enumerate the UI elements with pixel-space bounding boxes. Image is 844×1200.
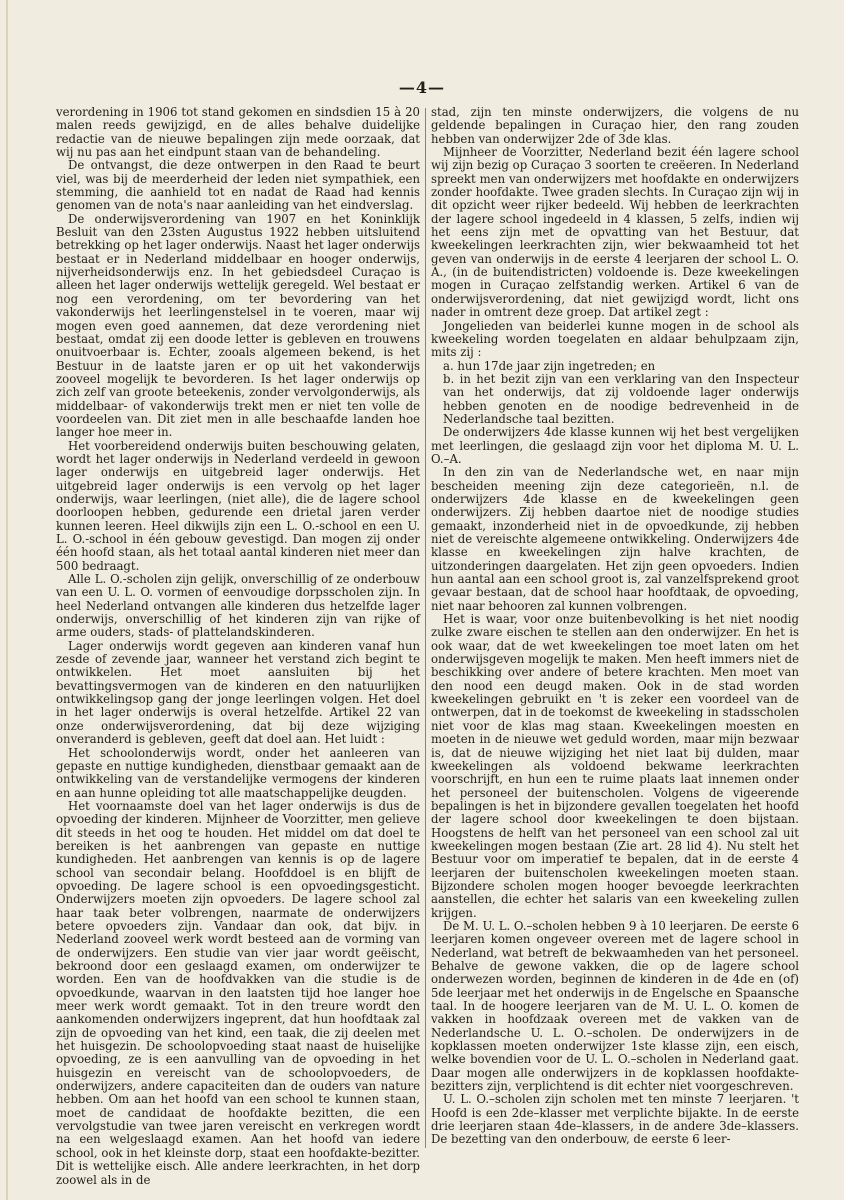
paragraph: stad, zijn ten minste onderwijzers, die volgens de nu geldende bepalingen in Curaçao hier, den rang zouden hebben van onderwijzer 2de of 3de klas. <box>431 105 799 146</box>
paragraph: U. L. O.–scholen zijn scholen met ten minste 7 leerjaren. 't Hoofd is een 2de–klasser met verplichte bijakte. In de eerste drie leerjaren staan 4de–klassers, in de andere 3de–klassers. De bezetting van den onderbouw, de eerste 6 leer- <box>431 1092 799 1147</box>
paragraph: In den zin van de Nederlandsche wet, en naar mijn bescheiden meening zijn deze categorieën, n.l. de onderwijzers 4de klasse en de kweekelingen geen onderwijzers. Zij hebben daartoe niet de noodige studies gemaakt, inzonderheid niet in de opvoedkunde, zij hebben niet de vereischte algemeene ontwikkeling. Onderwijzers 4de klasse en kweekelingen zijn halve krachten, de uitzonderingen daargelaten. Het zijn geen opvoeders. Indien hun aantal aan een school groot is, zal vanzelfsprekend groot gevaar bestaan, dat de school haar hoofdtaak, de opvoeding, niet naar behooren zal kunnen volbrengen. <box>431 465 799 613</box>
paragraph: Jongelieden van beiderlei kunne mogen in de school als kweekeling worden toegelaten en aldaar behulpzaam zijn, mits zij : <box>431 318 799 360</box>
paragraph: Lager onderwijs wordt gegeven aan kinderen vanaf hun zesde of zevende jaar, wanneer het verstand zich begint te ontwikkelen. Het moet aansluiten bij het bevattingsvermogen van de kinderen en den natuurlijken ontwikkelingsop gang der jonge leerlingen volgen. Het doel in het lager onderwijs is overal hetzelfde. Artikel 22 van onze onderwijsverordening, dat bij deze wijziging onveranderd is gebleven, geeft dat doel aan. Het luidt : <box>56 638 420 747</box>
paragraph: De onderwijzers 4de klasse kunnen wij het best vergelijken met leerlingen, die geslaagd zijn voor het diploma M. U. L. O.–A. <box>431 425 799 466</box>
page-number: —4— <box>398 78 446 97</box>
paragraph: Het schoolonderwijs wordt, onder het aanleeren van gepaste en nuttige kundigheden, dienstbaar gemaakt aan de ontwikkeling van de verstandelijke vermogens der kinderen en aan hunne opleiding tot alle maatschappelijke deugden. <box>56 745 420 800</box>
list-item: a. hun 17de jaar zijn ingetreden; en <box>443 358 656 373</box>
page-edge-shadow <box>6 0 8 1200</box>
paragraph: De M. U. L. O.–scholen hebben 9 à 10 leerjaren. De eerste 6 leerjaren komen ongeveer overeen met de lagere school in Nederland, wat betreft de bekwaamheden van het personeel. Behalve de gewone vakken, die op de lagere school onderwezen worden, beginnen de kinderen in de 4de en (of) 5de leerjaar met het onderwijs in de Engelsche en Spaansche taal. In de hoogere leerjaren van de M. U. L. O. komen de vakken in hoofdzaak overeen met de vakken van de Nederlandsche U. L. O.–scholen. De onderwijzers in de kopklassen moeten onderwijzer 1ste klasse zijn, een eisch, welke bovendien voor de U. L. O.–scholen in Nederland gaat. Daar mogen alle onderwijzers in de kopklassen hoofdakte-bezitters zijn, verplichtend is dit echter niet voorgeschreven. <box>431 918 799 1094</box>
paragraph: verordening in 1906 tot stand gekomen en sindsdien 15 à 20 malen reeds gewijzigd, en de alles behalve duidelijke redactie van de nieuwe bepalingen zijn mede oorzaak, dat wij nu pas aan het eindpunt staan van de behandeling. <box>56 105 420 160</box>
paragraph: Het voornaamste doel van het lager onderwijs is dus de opvoeding der kinderen. Mijnheer de Voorzitter, men gelieve dit steeds in het oog te houden. Het middel om dat doel te bereiken is het aanbrengen van gepaste en nuttige kundigheden. Het aanbrengen van kennis is op de lagere school van secondair belang. Hoofddoel is en blijft de opvoeding. De lagere school is een opvoedingsgesticht. Onderwijzers moeten zijn opvoeders. De lagere school zal haar taak beter volbrengen, naarmate de onderwijzers betere opvoeders zijn. Vandaar dan ook, dat bijv. in Nederland zooveel werk wordt besteed aan de vorming van de onderwijzers. Een studie van vier jaar wordt geëischt, bekroond door een geslaagd examen, om onderwijzer te worden. Een van de hoofdvakken van die studie is de opvoedkunde, waarvan in den laatsten tijd hoe langer hoe meer werk wordt gemaakt. Tot in den treure wordt den aankomenden onderwijzers ingeprent, dat hun hoofdtaak zal zijn de opvoeding van het kind, een taak, die zij deelen met het huisgezin. De schoolopvoeding staat naast de huiselijke opvoeding, ze is een aanvulling van de opvoeding in het huisgezin en vereischt van de schoolopvoeders, de onderwijzers, andere capaciteiten dan de ouders van nature hebben. Om aan het hoofd van een school te kunnen staan, moet de candidaat de hoofdakte bezitten, die een vervolgstudie van twee jaren vereischt en verkregen wordt na een welgeslaagd examen. Aan het hoofd van iedere school, ook in het kleinste dorp, staat een hoofdakte-bezitter. Dit is wettelijke eisch. Alle andere leerkrachten, in het dorp zoowel als in de <box>56 798 420 1187</box>
list-item: b. in het bezit zijn van een verklaring van den Inspecteur van het onderwijs, dat zij voldoende lager onderwijs hebben genoten en de noodige bedrevenheid in de Nederlandsche taal bezitten. <box>443 371 799 426</box>
left-column <box>56 105 420 1187</box>
paragraph: Het voorbereidend onderwijs buiten beschouwing gelaten, wordt het lager onderwijs in Nederland verdeeld in gewoon lager onderwijs en uitgebreid lager onderwijs. Het uitgebreid lager onderwijs is een vervolg op het lager onderwijs, waar leerlingen, (niet alle), die de lagere school doorloopen hebben, gedurende een drietal jaren verder kunnen leeren. Heel dikwijls zijn een L. O.-school en een U. L. O.-school in één gebouw gevestigd. Dan mogen zij onder één hoofd staan, als het totaal aantal kinderen niet meer dan 500 bedraagt. <box>56 438 420 573</box>
paragraph: Alle L. O.-scholen zijn gelijk, onverschillig of ze onderbouw van een U. L. O. vormen of eenvoudige dorpsscholen zijn. In heel Nederland ontvangen alle kinderen dus hetzelfde lager onderwijs, onverschillig of het kinderen zijn van rijke of arme ouders, stads- of plattelandskinderen. <box>56 572 420 640</box>
column-divider <box>425 108 426 1148</box>
right-column <box>431 106 799 1162</box>
paragraph: De ontvangst, die deze ontwerpen in den Raad te beurt viel, was bij de meerderheid der leden niet sympathiek, een stemming, die aanhield tot en nadat de Raad had kennis genomen van de nota's naar aanleiding van het eindverslag. <box>56 158 420 213</box>
paragraph: De onderwijsverordening van 1907 en het Koninklijk Besluit van den 23sten Augustus 1922 hebben uitsluitend betrekking op het lager onderwijs. Naast het lager onderwijs bestaat er in Nederland middelbaar en hooger onderwijs, nijverheidsonderwijs enz. In het gebiedsdeel Curaçao is alleen het lager onderwijs wettelijk geregeld. Wel bestaat er nog een verordening, om ter bevordering van het vakonderwijs het leerlingenstelsel in te voeren, maar wij mogen even goed aannemen, dat deze verordening niet bestaat, omdat zij een doode letter is gebleven en trouwens onuitvoerbaar is. Echter, zooals algemeen bekend, is het Bestuur in de laatste jaren er op uit het vakonderwijs zooveel mogelijk te bevorderen. Is het lager onderwijs op zich zelf van groote beteekenis, zonder vervolgonderwijs, als middelbaar- of vakonderwijs trekt men er niet ten volle de voordeelen van. Dit ziet men in alle beschaafde landen hoe langer hoe meer in. <box>56 211 420 440</box>
paragraph: Het is waar, voor onze buitenbevolking is het niet noodig zulke zware eischen te stellen aan den onderwijzer. En het is ook waar, dat de wet kweekelingen toe moet laten om het onderwijsgeven mogelijk te maken. Men heeft immers niet de beschikking over andere of betere krachten. Men moet van den nood een deugd maken. Ook in de stad worden kweekelingen gebruikt en 't is zeker een voordeel van de ontwerpen, dat in de toekomst de kweekeling in stadsscholen niet voor de klas mag staan. Kweekelingen moesten en moeten in de nieuwe wet geduld worden, maar mijn bezwaar is, dat de nieuwe wijziging het niet laat bij dulden, maar kweekelingen als voldoend bekwame leerkrachten voorschrijft, en hun een te ruime plaats laat innemen onder het personeel der buitenscholen. Volgens de vigeerende bepalingen is het in bijzondere gevallen toegelaten het hoofd der lagere school door kweekelingen te doen bijstaan. Hoogstens de helft van het personeel van een school zal uit kweekelingen mogen bestaan (Zie art. 28 lid 4). Nu stelt het Bestuur voor om imperatief te bepalen, dat in de eerste 4 leerjaren der buitenscholen kweekelingen moeten staan. Bijzondere scholen mogen hooger bevoegde leerkrachten aanstellen, die echter het salaris van een kweekeling zullen krijgen. <box>431 612 799 920</box>
paragraph: Mijnheer de Voorzitter, Nederland bezit één lagere school wij zijn bezig op Curaçao 3 soorten te creëeren. In Nederland spreekt men van onderwijzers met hoofdakte en onderwijzers zonder hoofdakte. Twee graden slechts. In Curaçao zijn wij in dit opzicht weer rijker bedeeld. Wij hebben de leerkrachten der lagere school ingedeeld in 4 klassen, 5 zelfs, indien wij het eens zijn met de opvatting van het Bestuur, dat kweekelingen leerkrachten zijn, wier bekwaamheid tot het geven van onderwijs in de eerste 4 leerjaren der school L. O. A., (in de buitendistricten) voldoende is. Deze kweekelingen mogen in Curaçao zelfstandig werken. Artikel 6 van de onderwijsverordening, dat niet gewijzigd wordt, licht ons nader in omtrent deze groep. Dat artikel zegt : <box>431 145 799 320</box>
